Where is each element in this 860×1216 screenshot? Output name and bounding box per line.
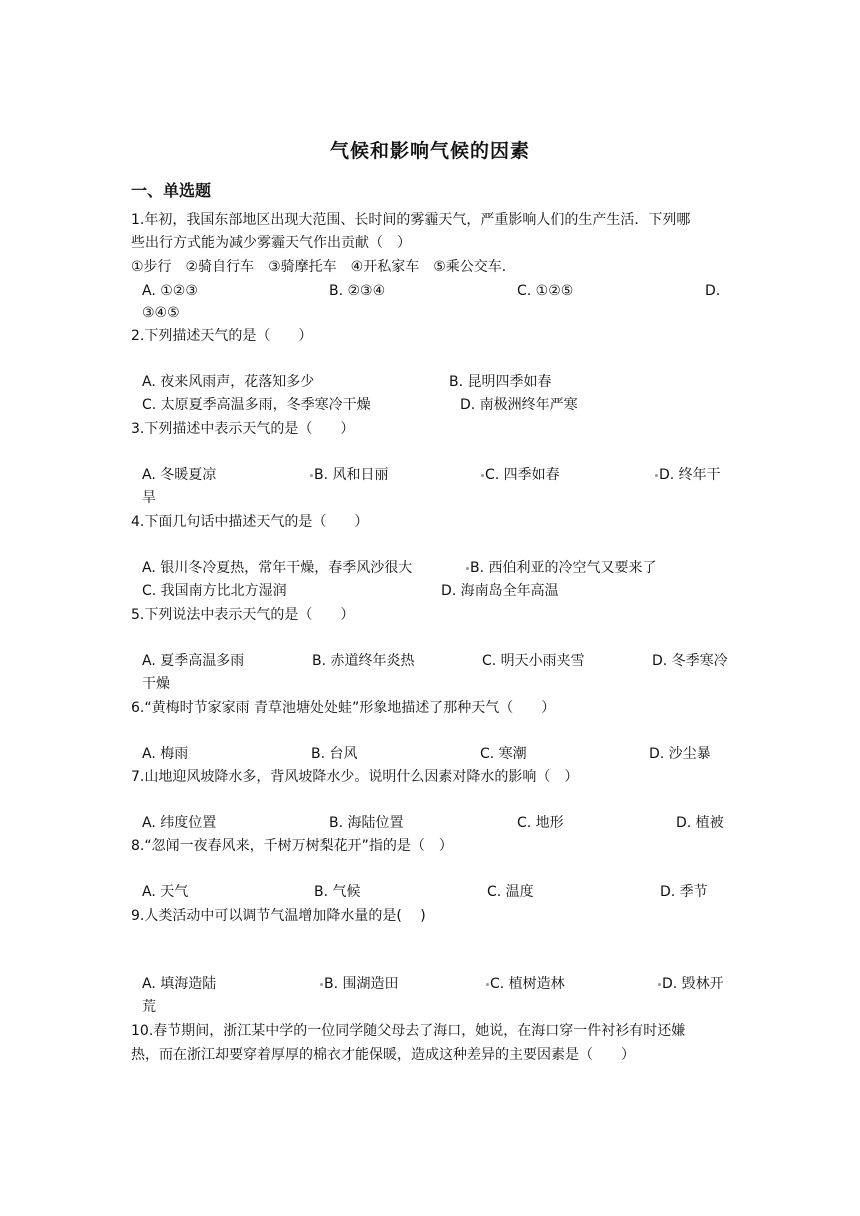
question-8-option-b: B. 气候 <box>314 884 361 900</box>
question-9-option-d-cont: 荒 <box>142 999 156 1015</box>
question-2-option-b: B. 昆明四季如春 <box>449 374 552 390</box>
question-5-option-c: C. 明天小雨夹雪 <box>482 653 585 669</box>
question-4-option-d: D. 海南岛全年高温 <box>441 583 559 599</box>
question-9-option-c: C. 植树造林 <box>486 973 565 996</box>
question-6-stem: 6.“黄梅时节家家雨 青草池塘处处蛙”形象地描述了那种天气（ ） <box>131 700 556 716</box>
question-5-option-d-cont: 干燥 <box>142 676 170 692</box>
question-2-option-c: C. 太原夏季高温多雨，冬季寒冷干燥 <box>142 397 371 413</box>
question-4-option-b: B. 西伯利亚的冷空气又要来了 <box>466 557 657 580</box>
question-1-option-d: D. <box>705 283 721 299</box>
question-5-option-b: B. 赤道终年炎热 <box>312 653 415 669</box>
question-1-option-b: B. ②③④ <box>329 283 386 299</box>
question-10-stem-line-1: 10.春节期间，浙江某中学的一位同学随父母去了海口，她说，在海口穿一件衬衫有时还嫌 <box>131 1023 686 1039</box>
question-1-stem-line-2: 些出行方式能为减少雾霾天气作出贡献（ ） <box>131 235 411 251</box>
question-5-stem: 5.下列说法中表示天气的是（ ） <box>131 607 355 623</box>
question-1-stem-line-1: 1.年初，我国东部地区出现大范围、长时间的雾霾天气，严重影响人们的生产生活．下列哪 <box>131 212 691 228</box>
question-8-option-d: D. 季节 <box>660 884 708 900</box>
question-3-stem: 3.下列描述中表示天气的是（ ） <box>131 421 355 437</box>
question-3-option-d: D. 终年干 <box>655 464 721 487</box>
question-8-option-a: A. 天气 <box>142 884 189 900</box>
question-3-option-a: A. 冬暖夏凉 <box>142 467 217 483</box>
question-5-option-a: A. 夏季高温多雨 <box>142 653 245 669</box>
question-7-option-d: D. 植被 <box>676 815 724 831</box>
question-6-option-c: C. 寒潮 <box>480 746 527 762</box>
question-3-option-c: C. 四季如春 <box>481 464 560 487</box>
question-6-option-a: A. 梅雨 <box>142 746 189 762</box>
question-3-option-b: B. 风和日丽 <box>310 464 389 487</box>
question-9-option-a: A. 填海造陆 <box>142 976 217 992</box>
question-3-option-d-cont: 旱 <box>142 490 156 506</box>
question-4-option-c: C. 我国南方比北方湿润 <box>142 583 287 599</box>
question-2-stem: 2.下列描述天气的是（ ） <box>131 328 313 344</box>
question-9-option-b: B. 围湖造田 <box>320 973 399 996</box>
question-7-option-b: B. 海陆位置 <box>329 815 404 831</box>
section-heading: 一、单选题 <box>131 181 212 200</box>
question-9-stem: 9.人类活动中可以调节气温增加降水量的是( ) <box>131 908 426 924</box>
question-7-option-a: A. 纬度位置 <box>142 815 217 831</box>
question-2-option-a: A. 夜来风雨声，花落知多少 <box>142 374 315 390</box>
question-4-stem: 4.下面几句话中描述天气的是（ ） <box>131 514 369 530</box>
question-8-option-c: C. 温度 <box>487 884 534 900</box>
question-5-option-d: D. 冬季寒冷 <box>652 653 728 669</box>
question-6-option-d: D. 沙尘暴 <box>649 746 711 762</box>
question-7-stem: 7.山地迎风坡降水多，背风坡降水少。说明什么因素对降水的影响（ ） <box>131 769 579 785</box>
question-4-option-a: A. 银川冬冷夏热，常年干燥，春季风沙很大 <box>142 560 413 576</box>
question-2-option-d: D. 南极洲终年严寒 <box>460 397 578 413</box>
question-1-option-a: A. ①②③ <box>142 283 198 299</box>
question-9-option-d: D. 毁林开 <box>658 973 724 996</box>
question-1-option-d-cont: ③④⑤ <box>142 305 180 321</box>
question-1-statements: ①步行 ②骑自行车 ③骑摩托车 ④开私家车 ⑤乘公交车． <box>131 259 516 275</box>
question-10-stem-line-2: 热，而在浙江却要穿着厚厚的棉衣才能保暖，造成这种差异的主要因素是（ ） <box>131 1047 635 1063</box>
question-1-option-c: C. ①②⑤ <box>517 283 574 299</box>
question-7-option-c: C. 地形 <box>517 815 564 831</box>
question-6-option-b: B. 台风 <box>311 746 358 762</box>
question-8-stem: 8.“忽闻一夜春风来，千树万树梨花开”指的是（ ） <box>131 838 453 854</box>
page-title: 气候和影响气候的因素 <box>329 140 530 162</box>
